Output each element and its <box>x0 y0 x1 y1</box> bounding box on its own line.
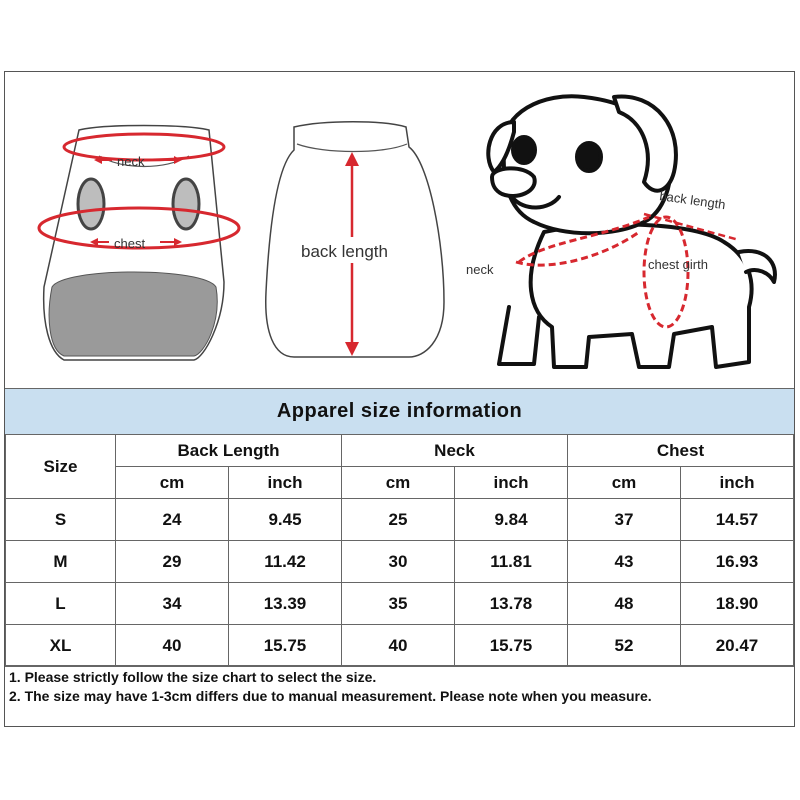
dog-front-leg <box>499 307 539 364</box>
value-cell: 43 <box>568 541 681 583</box>
vest-front-drawing <box>39 126 239 361</box>
value-cell: 30 <box>342 541 455 583</box>
value-cell: 37 <box>568 499 681 541</box>
group-header-back-length: Back Length <box>116 435 342 467</box>
table-row <box>6 625 794 667</box>
size-cell: XL <box>6 625 116 667</box>
size-header: Size <box>6 435 116 499</box>
value-cell: 18.90 <box>681 583 794 625</box>
vest-back-drawing <box>266 122 444 357</box>
note-line: 1. Please strictly follow the size chart to select the size. <box>9 669 377 685</box>
value-cell: 11.42 <box>229 541 342 583</box>
table-row <box>6 583 794 625</box>
value-cell: 15.75 <box>229 625 342 667</box>
value-cell: 9.84 <box>455 499 568 541</box>
vest-chest-label: chest <box>114 236 146 251</box>
table-row <box>6 541 794 583</box>
dog-right-eye <box>577 143 601 171</box>
value-cell: 15.75 <box>455 625 568 667</box>
value-cell: 13.39 <box>229 583 342 625</box>
vest-right-armhole <box>173 179 199 229</box>
value-cell: 25 <box>342 499 455 541</box>
unit-header: cm <box>116 467 229 499</box>
value-cell: 40 <box>342 625 455 667</box>
dog-snout <box>492 168 535 196</box>
value-cell: 11.81 <box>455 541 568 583</box>
size-cell: L <box>6 583 116 625</box>
group-header-row <box>6 435 794 467</box>
unit-header: cm <box>342 467 455 499</box>
value-cell: 29 <box>116 541 229 583</box>
value-cell: 48 <box>568 583 681 625</box>
size-table <box>5 434 794 667</box>
group-header-neck: Neck <box>342 435 568 467</box>
notes-section <box>5 665 794 727</box>
vest-front-gray-panel <box>49 272 217 356</box>
dog-back-length-label: back length <box>658 188 727 213</box>
dog-chest-girth-label: chest girth <box>648 257 708 272</box>
value-cell: 14.57 <box>681 499 794 541</box>
dog-drawing <box>488 96 775 367</box>
note-line: 2. The size may have 1-3cm differs due to manual measurement. Please note when you measure. <box>9 688 652 704</box>
value-cell: 20.47 <box>681 625 794 667</box>
size-cell: S <box>6 499 116 541</box>
unit-header: inch <box>455 467 568 499</box>
unit-header: inch <box>681 467 794 499</box>
dog-neck-label: neck <box>466 262 494 277</box>
value-cell: 34 <box>116 583 229 625</box>
table-title: Apparel size information <box>5 388 794 435</box>
unit-header-row <box>6 467 794 499</box>
vest-left-armhole <box>78 179 104 229</box>
value-cell: 35 <box>342 583 455 625</box>
measurement-illustration <box>4 72 795 387</box>
group-header-chest: Chest <box>568 435 794 467</box>
unit-header: cm <box>568 467 681 499</box>
value-cell: 9.45 <box>229 499 342 541</box>
dog-body <box>531 225 752 367</box>
vest-back-length-label: back length <box>301 242 388 261</box>
value-cell: 13.78 <box>455 583 568 625</box>
vest-neck-label: neck <box>117 154 145 169</box>
unit-header: inch <box>229 467 342 499</box>
table-row <box>6 499 794 541</box>
value-cell: 24 <box>116 499 229 541</box>
size-cell: M <box>6 541 116 583</box>
dog-left-eye <box>513 137 535 163</box>
value-cell: 40 <box>116 625 229 667</box>
value-cell: 16.93 <box>681 541 794 583</box>
value-cell: 52 <box>568 625 681 667</box>
